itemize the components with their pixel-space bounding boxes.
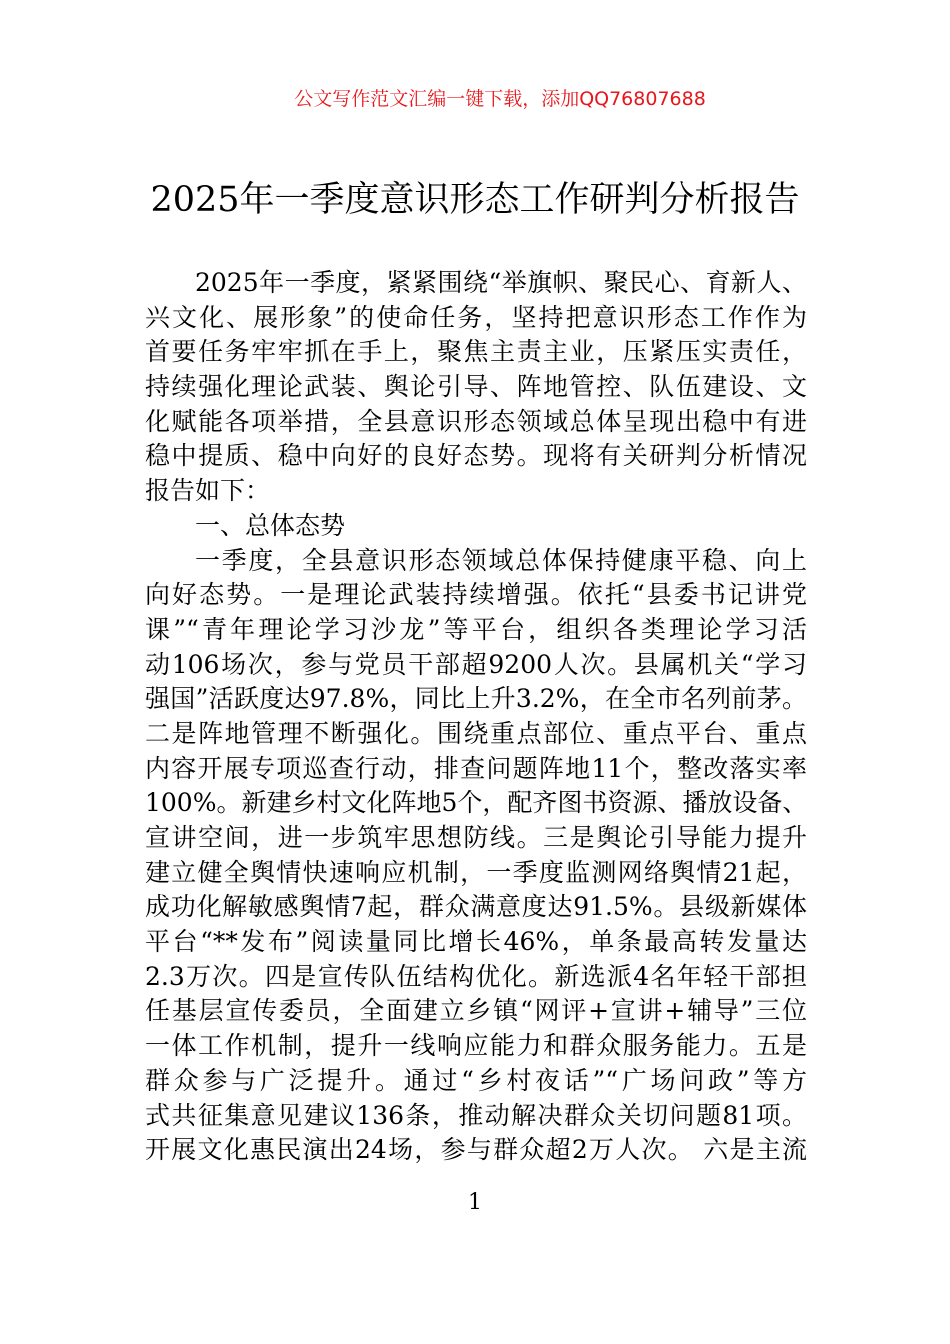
text-line: 2025年一季度，紧紧围绕“举旗帜、聚民心、育新人、 <box>195 268 807 297</box>
text-line: 化赋能各项举措，全县意识形态领域总体呈现出稳中有进 <box>145 406 807 436</box>
text-line: 2.3万次。四是宣传队伍结构优化。新选派4名年轻干部担 <box>145 961 807 991</box>
section-heading: 一、总体态势 <box>195 510 346 540</box>
text-line: 内容开展专项巡查行动，排查问题阵地11个，整改落实率 <box>145 753 807 783</box>
text-line: 首要任务牢牢抓在手上，聚焦主责主业，压紧压实责任， <box>145 337 807 367</box>
text-line: 群众参与广泛提升。通过“乡村夜话”“广场问政”等方 <box>145 1065 807 1095</box>
text-line: 一季度，全县意识形态领域总体保持健康平稳、向上 <box>195 545 807 575</box>
document-title: 2025年一季度意识形态工作研判分析报告 <box>150 180 800 220</box>
text-line: 向好态势。一是理论武装持续增强。依托“县委书记讲党 <box>145 580 807 610</box>
text-line: 任基层宣传委员，全面建立乡镇“网评+宣讲+辅导”三位 <box>145 996 807 1026</box>
text-line: 持续强化理论武装、舆论引导、阵地管控、队伍建设、文 <box>145 372 807 402</box>
text-line: 式共征集意见建议136条，推动解决群众关切问题81项。 <box>145 1100 807 1130</box>
text-line: 强国”活跃度达97.8%，同比上升3.2%，在全市名列前茅。 <box>145 684 807 714</box>
text-line: 成功化解敏感舆情7起，群众满意度达91.5%。县级新媒体 <box>145 892 807 922</box>
text-line: 100%。新建乡村文化阵地5个，配齐图书资源、播放设备、 <box>145 788 808 818</box>
text-line: 二是阵地管理不断强化。围绕重点部位、重点平台、重点 <box>145 718 807 748</box>
text-line: 平台“**发布”阅读量同比增长46%，单条最高转发量达 <box>145 927 807 957</box>
text-line: 宣讲空间，进一步筑牢思想防线。三是舆论引导能力提升 <box>145 823 807 852</box>
text-line: 兴文化、展形象”的使命任务，坚持把意识形态工作作为 <box>145 302 807 332</box>
text-line: 报告如下： <box>145 476 271 506</box>
text-line: 一体工作机制，提升一线响应能力和群众服务能力。五是 <box>145 1031 807 1061</box>
text-line: 开展文化惠民演出24场，参与群众超2万人次。 六是主流 <box>145 1135 807 1165</box>
page-number: 1 <box>468 1190 482 1215</box>
watermark-text: 公文写作范文汇编一键下载，添加QQ76807688 <box>294 88 706 110</box>
document-body <box>145 266 807 1168</box>
text-line: 动106场次，参与党员干部超9200人次。县属机关“学习 <box>145 649 807 679</box>
text-line: 建立健全舆情快速响应机制，一季度监测网络舆情21起， <box>145 857 807 887</box>
text-line: 稳中提质、稳中向好的良好态势。现将有关研判分析情况 <box>145 441 807 471</box>
text-line: 课”“青年理论学习沙龙”等平台，组织各类理论学习活 <box>145 614 807 644</box>
